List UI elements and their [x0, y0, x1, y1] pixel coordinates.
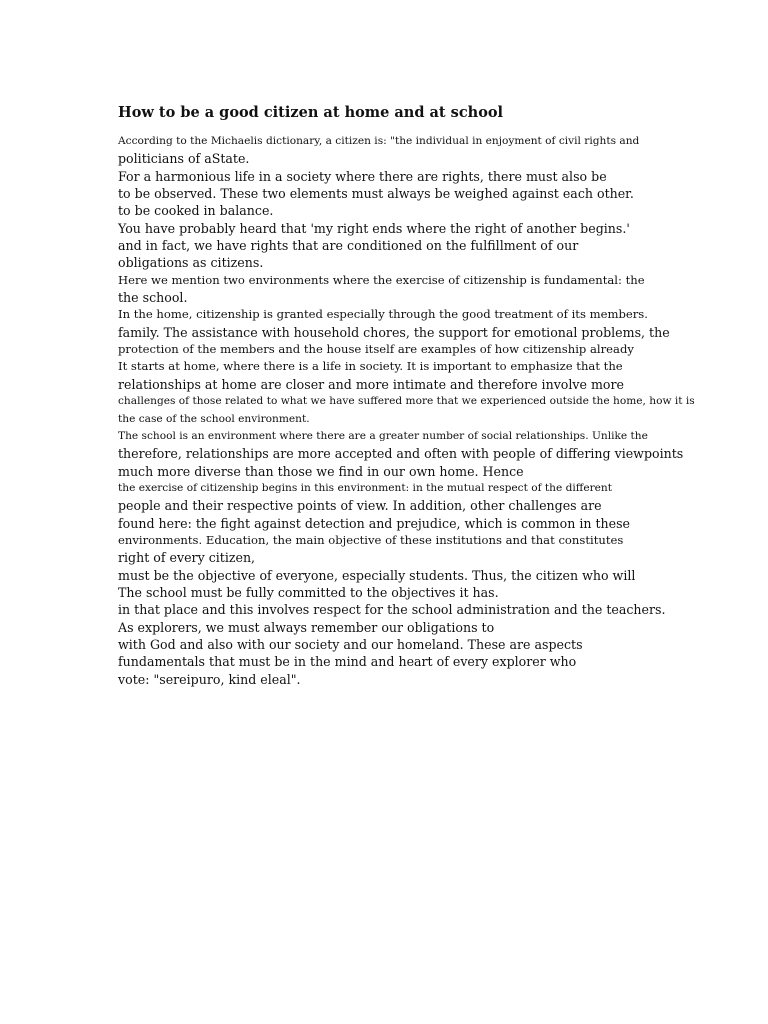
body-line: right of every citizen, [118, 550, 256, 566]
body-line: As explorers, we must always remember our obligations to [118, 619, 495, 635]
body-line: to be observed. These two elements must always be weighed against each other. [118, 186, 634, 202]
body-line: Here we mention two environments where the exercise of citizenship is fundamental: the [118, 272, 645, 287]
body-line: protection of the members and the house itself are examples of how citizenship already [118, 342, 634, 357]
body-line: the case of the school environment. [118, 412, 310, 425]
body-line: much more diverse than those we find in our own home. Hence [118, 463, 524, 479]
body-line: For a harmonious life in a society where there are rights, there must also be [118, 168, 607, 184]
body-line: challenges of those related to what we have suffered more that we experienced outside the home, how it is [118, 395, 695, 408]
body-line: with God and also with our society and our homeland. These are aspects [118, 636, 583, 652]
body-line: You have probably heard that 'my right ends where the right of another begins.' [118, 220, 630, 236]
body-line: politicians of aState. [118, 151, 250, 167]
body-line: fundamentals that must be in the mind and heart of every explorer who [118, 654, 577, 670]
body-line: The school must be fully committed to the objectives it has. [118, 584, 499, 600]
body-line: must be the objective of everyone, especially students. Thus, the citizen who will [118, 567, 636, 583]
body-line: people and their respective points of view. In addition, other challenges are [118, 498, 602, 514]
body-line: In the home, citizenship is granted especially through the good treatment of its members. [118, 307, 648, 322]
body-line: According to the Michaelis dictionary, a citizen is: "the individual in enjoyment of civil rights and [118, 135, 640, 147]
document-body [118, 133, 695, 688]
body-line: It starts at home, where there is a life in society. It is important to emphasize that the [118, 359, 623, 374]
body-line: found here: the fight against detection and prejudice, which is common in these [118, 515, 631, 531]
body-line: therefore, relationships are more accepted and often with people of differing viewpoints [118, 446, 684, 462]
body-line: The school is an environment where there are a greater number of social relationships. Unlike the [118, 429, 648, 442]
body-line: relationships at home are closer and more intimate and therefore involve more [118, 376, 624, 392]
body-line: in that place and this involves respect for the school administration and the teachers. [118, 602, 666, 618]
body-line: family. The assistance with household chores, the support for emotional problems, the [118, 324, 670, 340]
body-line: environments. Education, the main objective of these institutions and that constitutes [118, 532, 624, 547]
body-line: obligations as citizens. [118, 255, 264, 271]
body-line: and in fact, we have rights that are conditioned on the fulfillment of our [118, 238, 579, 254]
body-line: to be cooked in balance. [118, 203, 274, 219]
body-line: the school. [118, 290, 188, 306]
body-line: vote: "sereipuro, kind eleal". [118, 671, 301, 687]
document-title: How to be a good citizen at home and at school [118, 104, 504, 121]
body-line: the exercise of citizenship begins in this environment: in the mutual respect of the different [118, 481, 613, 494]
